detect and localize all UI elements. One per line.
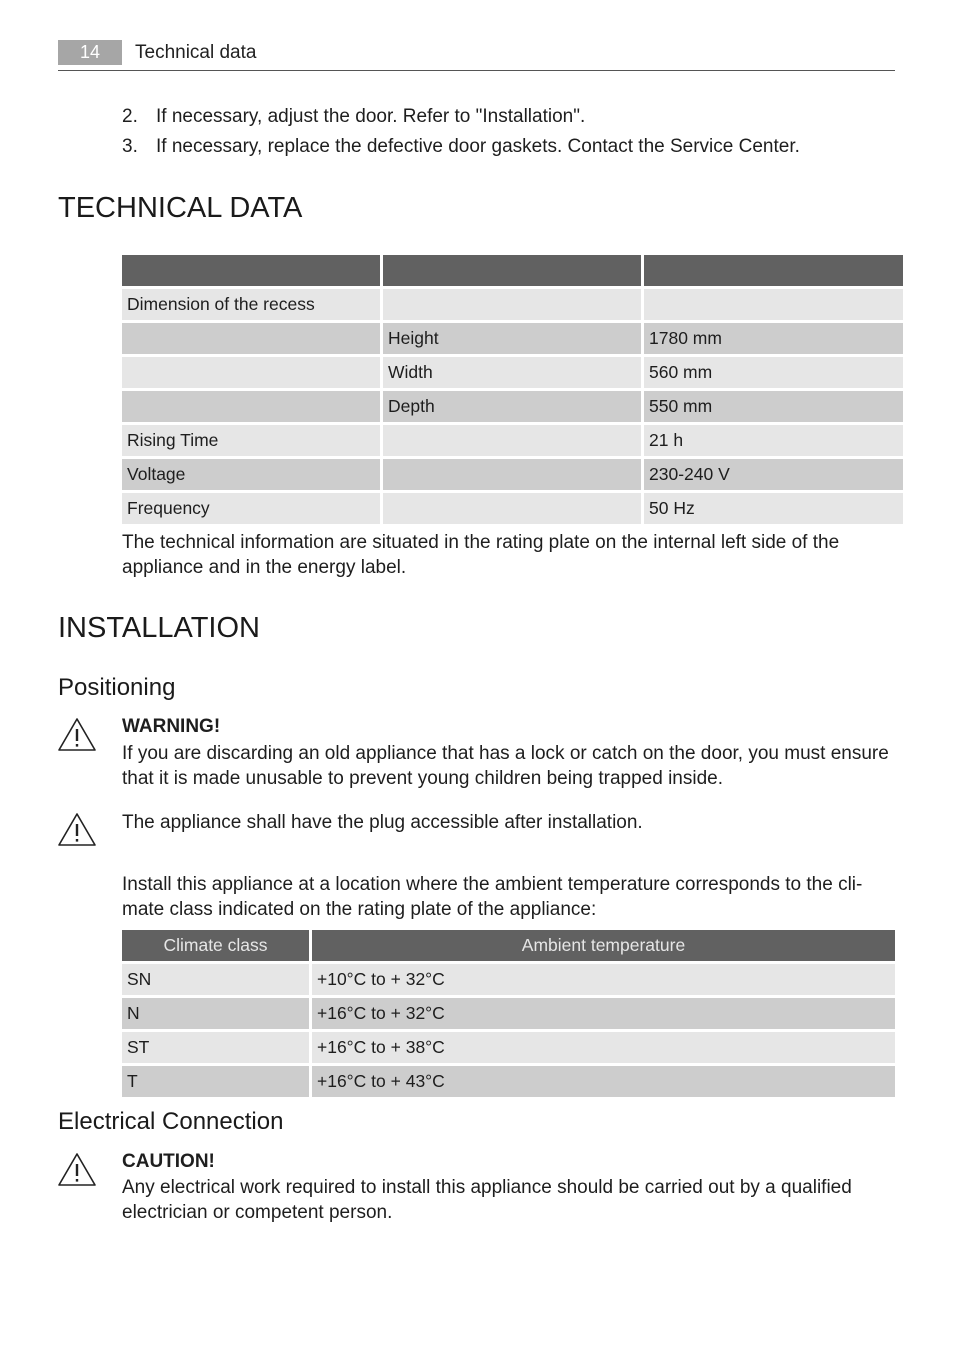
step-text: If necessary, adjust the door. Refer to "Installation". [156,106,586,127]
climate-class-table [119,927,898,1100]
table-row [122,391,903,422]
table-cell: Rising Time [122,425,380,456]
table-header-row [122,255,903,286]
installation-heading: INSTALLATION [58,612,260,644]
caution-label: CAUTION! [122,1151,215,1172]
page-header [58,40,895,71]
technical-note: The technical information are situated in the rating plate on the internal left side of the appliance and in the energy label. [122,532,840,578]
table-cell [122,323,380,354]
table-cell [383,289,641,320]
table-cell: Dimension of the recess [122,289,380,320]
table-cell [644,289,903,320]
warning-icon [57,1152,97,1188]
table-cell [122,357,380,388]
plug-note: The appliance shall have the plug accessible after installation. [122,812,643,833]
table-cell: Width [383,357,641,388]
table-cell: Depth [383,391,641,422]
header-title: Technical data [135,42,257,63]
step-number: 2. [122,106,138,127]
table-row [122,323,903,354]
positioning-heading: Positioning [58,674,176,701]
table-cell: Frequency [122,493,380,524]
table-cell [383,493,641,524]
table-cell: SN [122,964,309,995]
table-cell: 560 mm [644,357,903,388]
table-row [122,459,903,490]
table-row [122,998,895,1029]
table-cell: +16°C to + 43°C [312,1066,895,1097]
climate-intro-line-2: mate class indicated on the rating plate of the appliance: [122,899,597,920]
table-cell [122,391,380,422]
step-number: 3. [122,136,138,157]
table-row [122,425,903,456]
table-row [122,964,895,995]
warning-label: WARNING! [122,716,221,737]
table-cell: 230-240 V [644,459,903,490]
table-cell: 50 Hz [644,493,903,524]
table-row [122,1032,895,1063]
page-number: 14 [58,40,122,65]
warning-icon [57,812,97,848]
caution-text: Any electrical work required to install this appliance should be carried out by a qualified electrician or competent person. [122,1177,852,1223]
table-cell: Voltage [122,459,380,490]
table-header-cell [383,255,641,286]
table-cell: T [122,1066,309,1097]
table-cell: 1780 mm [644,323,903,354]
table-cell: 21 h [644,425,903,456]
technical-data-table [119,252,906,527]
table-row [122,289,903,320]
step-text: If necessary, replace the defective door gaskets. Contact the Service Center. [156,136,800,157]
table-cell: +16°C to + 32°C [312,998,895,1029]
table-cell: +16°C to + 38°C [312,1032,895,1063]
table-header-cell [122,255,380,286]
climate-intro-line-1: Install this appliance at a location where the ambient temperature corresponds to the cli- [122,874,863,895]
table-cell: +10°C to + 32°C [312,964,895,995]
electrical-connection-heading: Electrical Connection [58,1108,284,1135]
warning-text: If you are discarding an old appliance that has a lock or catch on the door, you must ensure that it is made unusable to prevent young children being trapped inside. [122,743,889,789]
table-cell [383,425,641,456]
table-row [122,1066,895,1097]
table-header-row [122,930,895,961]
table-cell [383,459,641,490]
technical-data-heading: TECHNICAL DATA [58,192,303,224]
table-header-cell: Climate class [122,930,309,961]
table-header-cell: Ambient temperature [312,930,895,961]
table-cell: 550 mm [644,391,903,422]
table-row [122,493,903,524]
table-cell: ST [122,1032,309,1063]
table-row [122,357,903,388]
table-header-cell [644,255,903,286]
table-cell: Height [383,323,641,354]
warning-icon [57,717,97,753]
table-cell: N [122,998,309,1029]
